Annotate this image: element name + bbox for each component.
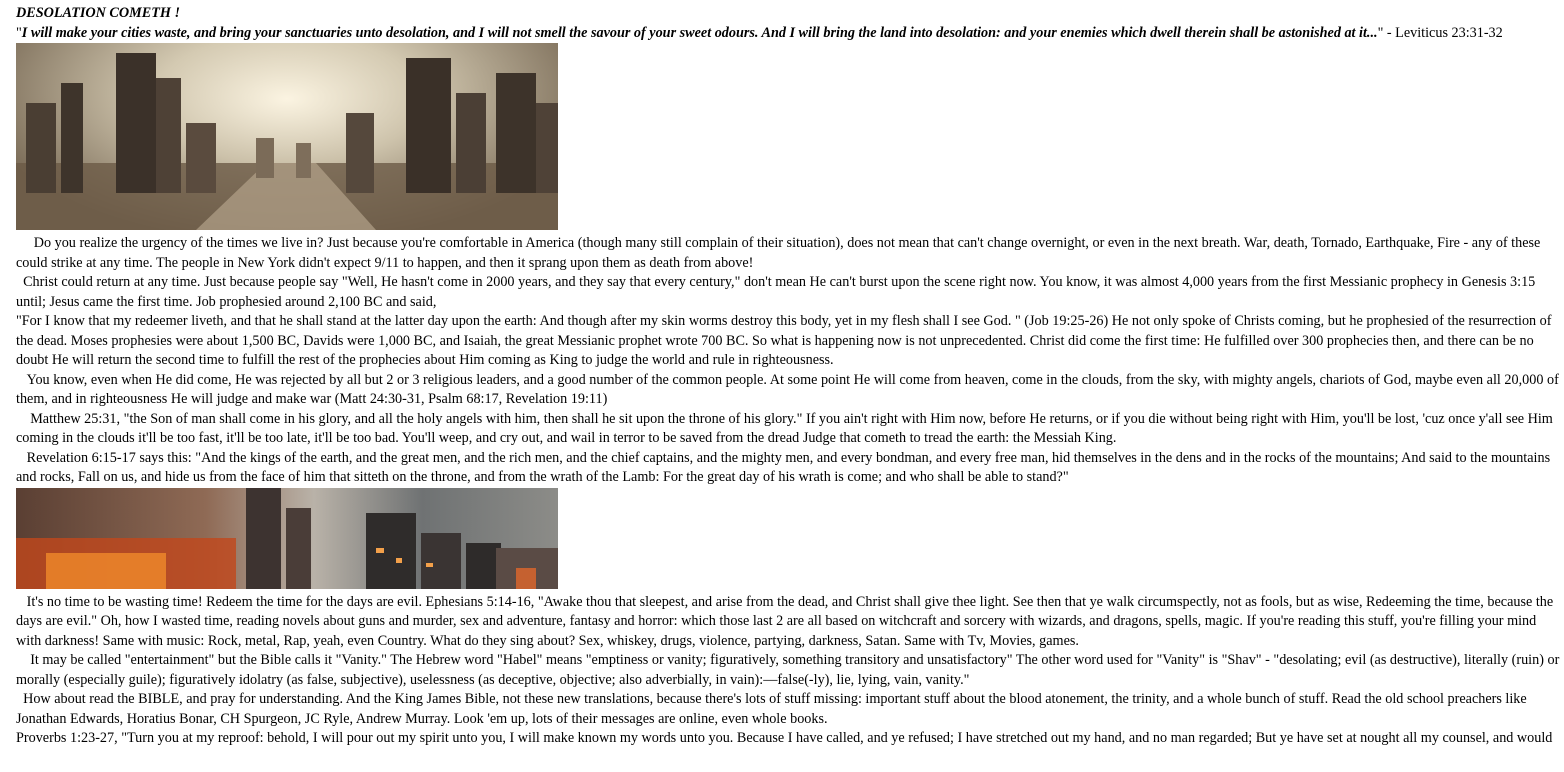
paragraph: How about read the BIBLE, and pray for understanding. And the King James Bible, not these new translations, because there's lots of stuff missing: important stuff about the blood atonement, the trinity, and a whole bunch of stuff. Read the old school preachers like Jonathan Edwards, Horatius Bonar, CH Spurgeon, JC Ryle, Andrew Murray. Look 'em up, lots of their messages are online, even whole books. xyxy=(16,691,1527,727)
paragraph: Revelation 6:15-17 says this: "And the kings of the earth, and the great men, and the rich men, and the chief captains, and the mighty men, and every bondman, and every free man, hid themselves in the dens and in the rocks of the mountains; And said to the mountains and rocks, Fall on us, and hide us from the face of him that sitteth on the throne, and from the wrath of the Lamb: For the great day of his wrath is come; and who shall be able to stand?" xyxy=(16,449,1551,485)
paragraph: It's no time to be wasting time! Redeem the time for the days are evil. Ephesians 5:14-16, "Awake thou that sleepest, and arise from the dead, and Christ shall give thee light. See then that ye walk circumspectly, not as fools, but as wise, Redeeming the time, because the days are evil." Oh, how I wasted time, reading novels about guns and murder, sex and adventure, fantasy and horror: which those last 2 are all based on witchcraft and sorcery with wizards, and dragons, spells, magic. If you're reading this stuff, you're filling your mind with darkness! Same with music: Rock, metal, Rap, yeah, even Country. What do they sing about? Sex, whiskey, drugs, violence, partying, darkness, Satan. Same with Tv, Movies, games. xyxy=(16,593,1554,649)
ruined-city-image xyxy=(16,43,558,230)
paragraph: Matthew 25:31, "the Son of man shall come in his glory, and all the holy angels with him, then shall he sit upon the throne of his glory." If you ain't right with Him now, before He returns, or if you die without being right with Him, you'll be lost, 'cuz once y'all see Him coming in the clouds it'll be too fast, it'll be too late, it'll be too bad. You'll weep, and cry out, and wail in terror to be saved from the dread Judge that cometh to tread the earth: the Messiah King. xyxy=(16,410,1553,446)
paragraph: "For I know that my redeemer liveth, and that he shall stand at the latter day upon the earth: And though after my skin worms destroy this body, yet in my flesh shall I see God. " (Job 19:25-26) He not only spoke of Christs coming, but he prophesied of the resurrection of the dead. Moses prophesies were about 1,500 BC, Davids were 1,000 BC, and Isaiah, the great Messianic prophet wrote 700 BC. So what is happening now is not unprecedented. Christ did come the first time: He fulfilled over 300 prophecies then, and there can be no doubt He will return the second time to fulfill the rest of the prophecies about Him coming as King to judge the world and rule in righteousness. xyxy=(16,313,1552,368)
paragraph: Christ could return at any time. Just because people say "Well, He hasn't come in 2000 years, and they say that every century," don't mean He can't burst upon the scene right now. You know, it was almost 4,000 years from the first Messianic prophecy in Genesis 3:15 until; Jesus came the first time. Job prophesied around 2,100 BC and said, xyxy=(16,274,1536,310)
quote-citation: " - Leviticus 23:31-32 xyxy=(1377,24,1503,41)
paragraph: Proverbs 1:23-27, "Turn you at my reproof: behold, I will pour out my spirit unto you, I will make known my words unto you. Because I have called, and ye refused; I have stretched out my hand, and no man regarded; But ye have set at nought all my counsel, and would xyxy=(16,730,1553,746)
quote-text: I will make your cities waste, and bring your sanctuaries unto desolation, and I will not smell the savour of your sweet odours. And I will bring the land into desolation: and your enemies which dwell therein shall be astonished at it... xyxy=(21,24,1378,41)
page-title: DESOLATION COMETH ! xyxy=(16,5,180,21)
paragraph: Do you realize the urgency of the times we live in? Just because you're comfortable in America (though many still complain of their situation), does not mean that can't change overnight, or even in the next breath. War, death, Tornado, Earthquake, Fire - any of these could strike at any time. The people in New York didn't expect 9/11 to happen, and then it sprang upon them as death from above! xyxy=(16,235,1541,271)
quote-open: " xyxy=(16,24,22,41)
article xyxy=(16,4,1560,749)
opening-quote xyxy=(16,24,1560,44)
burning-city-image xyxy=(16,488,558,589)
paragraph: It may be called "entertainment" but the Bible calls it "Vanity." The Hebrew word "Habel" means "emptiness or vanity; figuratively, something transitory and unsatisfactory" The other word used for "Vanity" is "Shav" - "desolating; evil (as destructive), literally (ruin) or morally (especially guile); figuratively idolatry (as false, subjective), uselessness (as deceptive, objective; also adverbially, in vain):—false(-ly), lie, lying, vain, vanity." xyxy=(16,652,1560,688)
paragraph: You know, even when He did come, He was rejected by all but 2 or 3 religious leaders, and a good number of the common people. At some point He will come from heaven, come in the clouds, from the sky, with mighty angels, chariots of God, maybe even all 20,000 of them, and in righteousness He will judge and make war (Matt 24:30-31, Psalm 68:17, Revelation 19:11) xyxy=(16,371,1559,407)
